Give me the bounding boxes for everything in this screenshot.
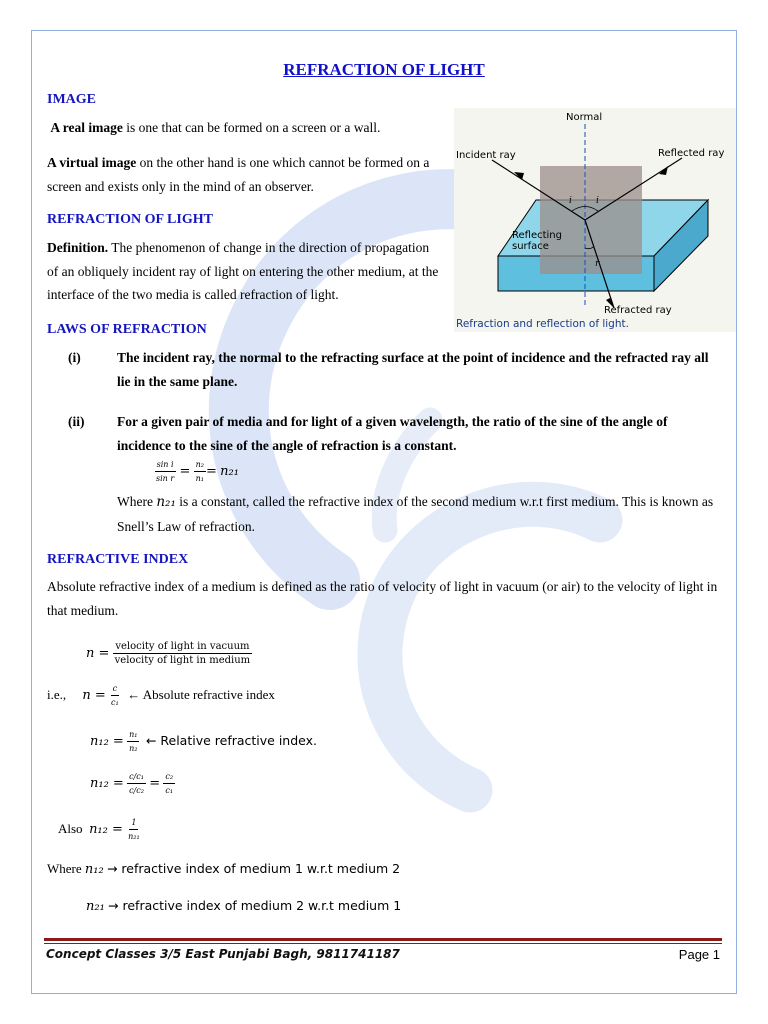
real-image-paragraph [47, 116, 447, 140]
abs-c1: c₁ [111, 698, 119, 707]
page-title: REFRACTION OF LIGHT [283, 60, 485, 79]
ratio-c1: c₁ [165, 786, 174, 795]
heading-refractive-index: REFRACTIVE INDEX [47, 552, 189, 567]
n21-description-text: → refractive index of medium 2 w.r.t medium 1 [108, 898, 402, 913]
velocity-formula [86, 641, 252, 667]
also-label: Also [58, 820, 83, 836]
inv-one: 1 [129, 817, 138, 830]
rel-n1: n₁ [127, 729, 139, 742]
desc-n12: n₁₂ [84, 862, 104, 877]
where-label: Where [47, 861, 82, 876]
label-angle-i-right: i [596, 196, 599, 206]
n21-description [86, 898, 401, 914]
label-normal: Normal [566, 112, 603, 123]
law-2-number: (ii) [68, 414, 85, 429]
heading-image: IMAGE [47, 92, 96, 107]
snell-formula: $\frac{\text{sin i}}{\text{sin r}}$ = $\frac{\text{n₂}}{\text{n₁}}$ = n₂₁ [156, 460, 239, 483]
ratio-formula: n₁₂ = $\frac{\text{c/c₁}}{\text{c/c₂}}$ = $\frac{\text{c₂}}{\text{c₁}}$ [90, 772, 174, 795]
inverse-formula [58, 817, 142, 843]
footer-address: Concept Classes 3/5 East Punjabi Bagh, 9811741187 [46, 947, 400, 961]
rel-n12-eq: n₁₂ = [90, 733, 124, 749]
snell-n21: n₂₁ [220, 463, 239, 479]
virtual-image-definition: on the other hand is one which cannot be formed on a screen and exists only in the mind of an observer. [47, 155, 430, 194]
definition-text: The phenomenon of change in the direction of propagation of an obliquely incident ray of light on entering the other medium, at the interface of the two media is called refraction of light. [47, 240, 439, 302]
label-reflected-ray: Reflected ray [658, 148, 725, 159]
real-image-term: A real image [50, 120, 123, 135]
refraction-figure [454, 108, 736, 332]
relative-index-formula [90, 729, 317, 755]
virtual-image-paragraph [47, 151, 443, 198]
absolute-index-label: ← Absolute refractive index [127, 686, 275, 702]
real-image-definition: is one that can be formed on a screen or a wall. [122, 120, 381, 135]
snell-denominator: sin r [156, 474, 175, 483]
snell-where: Where [117, 494, 157, 509]
law-1-text: The incident ray, the normal to the refracting surface at the point of incidence and the refracted ray all lie in the same plane. [117, 350, 709, 389]
figure-caption: Refraction and reflection of light. [456, 318, 629, 330]
refraction-diagram [454, 108, 736, 332]
n12-description [47, 861, 400, 877]
snell-numerator: sin i [155, 459, 176, 472]
law-2-text: For a given pair of media and for light of a given wavelength, the ratio of the sine of the angle of incidence to the sine of the angle of refraction is a constant. [117, 414, 668, 453]
desc-n21: n₂₁ [86, 899, 105, 914]
ratio-cc1: c/c₁ [127, 771, 146, 784]
footer-rule-thin [44, 943, 722, 944]
label-incident-ray: Incident ray [456, 150, 516, 161]
abs-n-eq: n = [82, 687, 106, 703]
abs-c: c [111, 683, 119, 696]
label-angle-i-left: i [569, 196, 572, 206]
snell-n2: n₂ [194, 459, 206, 472]
rel-n2: n₂ [129, 744, 138, 753]
virtual-image-term: A virtual image [47, 155, 137, 170]
velocity-denominator: velocity of light in medium [114, 655, 251, 666]
label-reflecting-surface: Reflecting surface [512, 230, 562, 252]
absolute-index-formula [47, 683, 275, 709]
snell-where-text: is a constant, called the refractive index of the second medium w.r.t first medium. This is known as Snell’s Law of refraction. [117, 494, 714, 534]
inv-n12-eq: n₁₂ = [89, 821, 123, 837]
snell-n1: n₁ [195, 474, 204, 483]
ratio-n12-eq: n₁₂ = [90, 775, 124, 791]
relative-index-label: ← Relative refractive index. [145, 732, 318, 748]
footer-rule-thick [44, 938, 722, 941]
definition-label: Definition. [47, 240, 109, 255]
definition-paragraph [47, 236, 443, 307]
heading-laws: LAWS OF REFRACTION [47, 322, 207, 337]
heading-refraction: REFRACTION OF LIGHT [47, 212, 213, 227]
law-1-number: (i) [68, 350, 81, 365]
label-refracted-ray: Refracted ray [604, 305, 672, 316]
inv-n21: n₂₁ [128, 832, 140, 841]
refractive-index-definition: Absolute refractive index of a medium is defined as the ratio of velocity of light in vacuum (or air) to the velocity of light in that medium. [47, 579, 718, 618]
ratio-c2: c₂ [163, 771, 175, 784]
velocity-n-eq: n = [86, 645, 110, 661]
velocity-numerator: velocity of light in vacuum [115, 641, 250, 652]
label-angle-r: r [595, 259, 600, 269]
snell-where-n21: n₂₁ [156, 494, 176, 510]
page-number: Page 1 [678, 947, 720, 962]
ie-label: i.e., [47, 686, 67, 702]
ratio-cc2: c/c₂ [129, 786, 144, 795]
snell-explanation [117, 490, 725, 538]
n12-description-text: → refractive index of medium 1 w.r.t medium 2 [106, 861, 401, 876]
